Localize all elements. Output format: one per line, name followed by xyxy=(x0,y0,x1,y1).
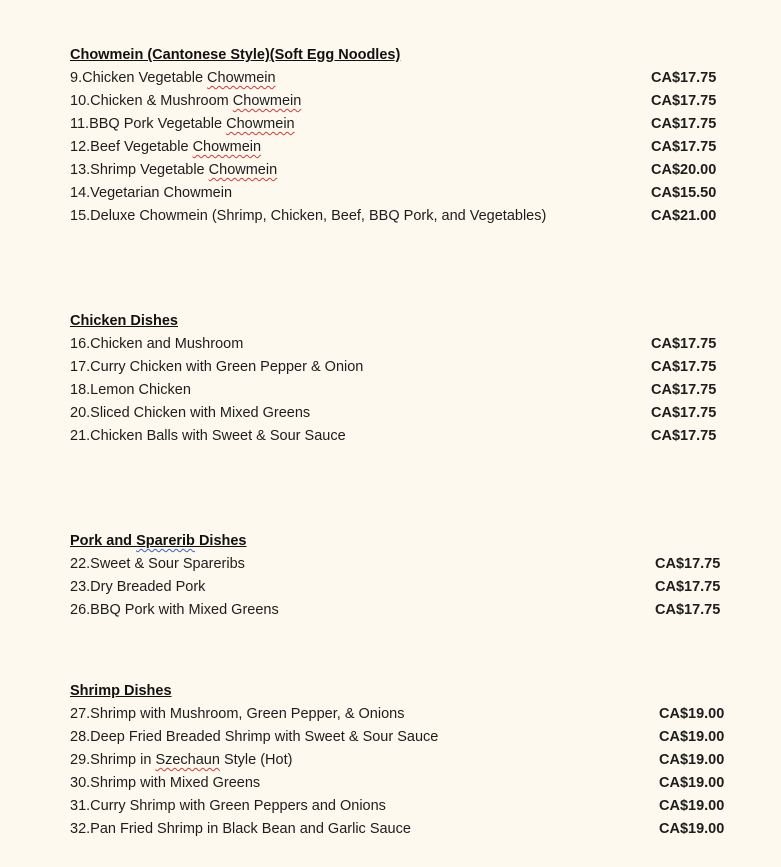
item-name: 10.Chicken & Mushroom Chowmein xyxy=(70,93,302,109)
section-pork xyxy=(70,530,760,622)
menu-item xyxy=(70,379,760,402)
item-price: CA$17.75 xyxy=(651,382,717,398)
item-name: 15.Deluxe Chowmein (Shrimp, Chicken, Beef, BBQ Pork, and Vegetables) xyxy=(70,208,547,224)
section-shrimp xyxy=(70,680,760,841)
item-price: CA$19.00 xyxy=(659,821,725,837)
section-heading: Chowmein (Cantonese Style)(Soft Egg Noodles) xyxy=(70,47,401,63)
menu-item xyxy=(70,113,760,136)
menu-item xyxy=(70,772,760,795)
section-heading: Shrimp Dishes xyxy=(70,683,172,699)
item-price: CA$17.75 xyxy=(651,93,717,109)
item-name: 27.Shrimp with Mushroom, Green Pepper, & Onions xyxy=(70,706,405,722)
menu-item xyxy=(70,333,760,356)
item-name: 16.Chicken and Mushroom xyxy=(70,336,244,352)
item-name: 9.Chicken Vegetable Chowmein xyxy=(70,70,276,86)
spellcheck-mark: Chowmein xyxy=(208,162,278,178)
item-price: CA$17.75 xyxy=(655,602,721,618)
menu-item xyxy=(70,402,760,425)
item-price: CA$19.00 xyxy=(659,706,725,722)
item-name: 28.Deep Fried Breaded Shrimp with Sweet & Sour Sauce xyxy=(70,729,439,745)
item-price: CA$19.00 xyxy=(659,798,725,814)
spellcheck-mark: Sparerib xyxy=(136,533,195,549)
item-price: CA$17.75 xyxy=(651,405,717,421)
item-name: 31.Curry Shrimp with Green Peppers and Onions xyxy=(70,798,386,814)
item-name: 12.Beef Vegetable Chowmein xyxy=(70,139,262,155)
item-price: CA$17.75 xyxy=(651,139,717,155)
spellcheck-mark: Chowmein xyxy=(232,93,302,109)
item-name: 30.Shrimp with Mixed Greens xyxy=(70,775,261,791)
item-price: CA$17.75 xyxy=(651,428,717,444)
item-price: CA$17.75 xyxy=(655,579,721,595)
spellcheck-mark: Szechaun xyxy=(155,752,220,768)
menu-item xyxy=(70,67,760,90)
item-name: 17.Curry Chicken with Green Pepper & Onion xyxy=(70,359,364,375)
item-price: CA$15.50 xyxy=(651,185,717,201)
menu-item xyxy=(70,425,760,448)
menu-item xyxy=(70,356,760,379)
item-price: CA$17.75 xyxy=(651,70,717,86)
menu-item xyxy=(70,205,760,228)
spellcheck-mark: Chowmein xyxy=(226,116,295,132)
spellcheck-mark: Chowmein xyxy=(192,139,262,155)
section-chowmein xyxy=(70,44,760,228)
menu-item xyxy=(70,553,760,576)
menu-item xyxy=(70,90,760,113)
section-heading: Pork and Sparerib Dishes xyxy=(70,533,247,549)
menu-item xyxy=(70,726,760,749)
item-name: 32.Pan Fried Shrimp in Black Bean and Garlic Sauce xyxy=(70,821,411,837)
item-name: 22.Sweet & Sour Spareribs xyxy=(70,556,245,572)
section-chicken xyxy=(70,310,760,448)
item-name: 14.Vegetarian Chowmein xyxy=(70,185,233,201)
section-heading: Chicken Dishes xyxy=(70,313,178,329)
item-name: 20.Sliced Chicken with Mixed Greens xyxy=(70,405,311,421)
item-name: 23.Dry Breaded Pork xyxy=(70,579,206,595)
menu-item xyxy=(70,818,760,841)
item-name: 21.Chicken Balls with Sweet & Sour Sauce xyxy=(70,428,346,444)
menu-item xyxy=(70,795,760,818)
item-price: CA$19.00 xyxy=(659,752,725,768)
item-price: CA$19.00 xyxy=(659,729,725,745)
item-price: CA$17.75 xyxy=(651,116,717,132)
item-name: 11.BBQ Pork Vegetable Chowmein xyxy=(70,116,295,132)
menu-item xyxy=(70,749,760,772)
spellcheck-mark: Chowmein xyxy=(207,70,276,86)
menu-item xyxy=(70,182,760,205)
item-price: CA$17.75 xyxy=(651,336,717,352)
item-name: 26.BBQ Pork with Mixed Greens xyxy=(70,602,279,618)
item-price: CA$17.75 xyxy=(651,359,717,375)
menu-item xyxy=(70,576,760,599)
item-price: CA$20.00 xyxy=(651,162,717,178)
menu-item xyxy=(70,159,760,182)
item-name: 29.Shrimp in Szechaun Style (Hot) xyxy=(70,752,293,768)
item-name: 13.Shrimp Vegetable Chowmein xyxy=(70,162,278,178)
menu-item xyxy=(70,136,760,159)
menu-item xyxy=(70,703,760,726)
item-price: CA$21.00 xyxy=(651,208,717,224)
menu-item xyxy=(70,599,760,622)
item-price: CA$17.75 xyxy=(655,556,721,572)
item-price: CA$19.00 xyxy=(659,775,725,791)
item-name: 18.Lemon Chicken xyxy=(70,382,191,398)
